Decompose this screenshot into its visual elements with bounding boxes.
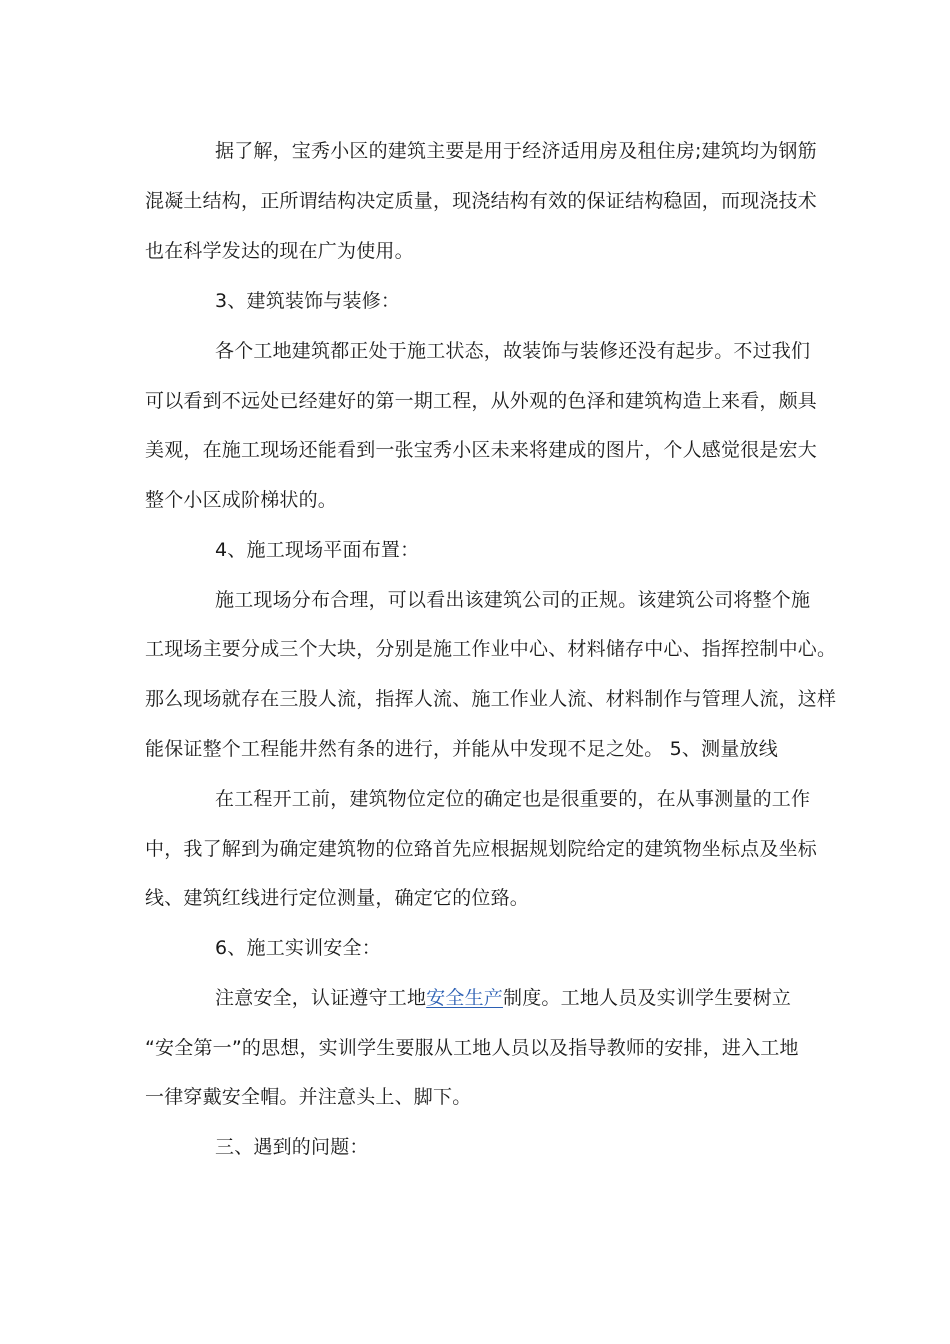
safety-production-link[interactable]: 安全生产 <box>426 987 504 1009</box>
section-heading: 3、建筑装饰与装修： <box>215 290 401 312</box>
paragraph-line: 一律穿戴安全帽。并注意头上、脚下。 <box>145 1086 472 1108</box>
paragraph-line: 也在科学发达的现在广为使用。 <box>145 240 414 262</box>
paragraph-line: 整个小区成阶梯状的。 <box>145 489 338 511</box>
paragraph-text: 制度。工地人员及实训学生要树立 <box>503 987 792 1009</box>
paragraph-line: 能保证整个工程能井然有条的进行，并能从中发现不足之处。 5、测量放线 <box>145 738 778 760</box>
paragraph-line: 那么现场就存在三股人流，指挥人流、施工作业人流、材料制作与管理人流，这样 <box>145 688 837 710</box>
paragraph-line: 线、建筑红线进行定位测量，确定它的位臵。 <box>145 887 530 909</box>
paragraph-line: 美观，在施工现场还能看到一张宝秀小区未来将建成的图片，个人感觉很是宏大 <box>145 439 818 461</box>
section-heading: 三、遇到的问题： <box>215 1136 369 1158</box>
paragraph-line: 在工程开工前，建筑物位定位的确定也是很重要的，在从事测量的工作 <box>215 788 811 810</box>
section-heading: 6、施工实训安全： <box>215 937 381 959</box>
paragraph-line: “安全第一”的思想，实训学生要服从工地人员以及指导教师的安排，进入工地 <box>145 1037 799 1059</box>
paragraph-line: 工现场主要分成三个大块，分别是施工作业中心、材料储存中心、指挥控制中心。 <box>145 638 837 660</box>
paragraph-line: 据了解，宝秀小区的建筑主要是用于经济适用房及租住房;建筑均为钢筋 <box>215 140 817 162</box>
section-heading: 4、施工现场平面布置： <box>215 539 420 561</box>
paragraph-line: 施工现场分布合理，可以看出该建筑公司的正规。该建筑公司将整个施 <box>215 589 811 611</box>
paragraph-line: 混凝土结构，正所谓结构决定质量，现浇结构有效的保证结构稳固，而现浇技术 <box>145 190 818 212</box>
paragraph-line: 各个工地建筑都正处于施工状态，故装饰与装修还没有起步。不过我们 <box>215 340 811 362</box>
paragraph-text: 注意安全，认证遵守工地 <box>215 987 427 1009</box>
paragraph-line: 可以看到不远处已经建好的第一期工程，从外观的色泽和建筑构造上来看，颇具 <box>145 390 818 412</box>
paragraph-line <box>215 985 810 1011</box>
paragraph-line: 中，我了解到为确定建筑物的位臵首先应根据规划院给定的建筑物坐标点及坐标 <box>145 838 818 860</box>
